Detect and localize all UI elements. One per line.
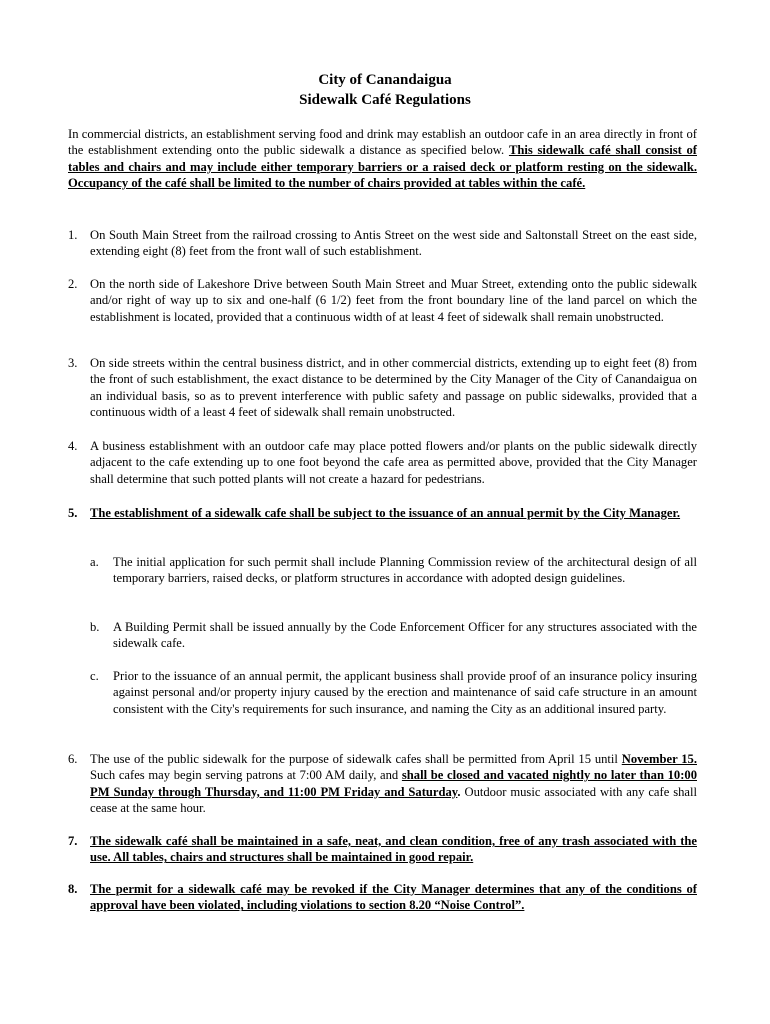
list-number: 3.: [68, 356, 78, 370]
list-text: On the north side of Lakeshore Drive between South Main Street and Muar Street, extending onto the public sidewalk and/or right of way up to six and one-half (6 1/2) feet from the front boundary line of the land parcel on which the establishment is located, provided that a continuous width of at least 4 feet of sidewalk shall remain unobstructed.: [90, 277, 697, 324]
sub-text: The initial application for such permit shall include Planning Commission review of the architectural design of all temporary barriers, raised decks, or platform structures in accordance with adopted design guidelines.: [113, 555, 697, 586]
title-line-1: City of Canandaigua: [318, 72, 452, 88]
list-number: 2.: [68, 277, 78, 291]
list-item-8: [68, 881, 697, 914]
list-item-3: [68, 355, 697, 421]
list-item-7: [68, 833, 697, 866]
list-text: On South Main Street from the railroad crossing to Antis Street on the west side and Saltonstall Street on the east side, extending eight (8) feet from the front wall of such establishment.: [90, 228, 697, 259]
list-number: 6.: [68, 752, 78, 766]
list-item-2: [68, 276, 697, 325]
title-line-2: Sidewalk Café Regulations: [299, 92, 471, 108]
text-run: Outdoor music associated with any cafe shall cease at the same hour.: [90, 784, 697, 816]
list-item-4: [68, 438, 697, 487]
list-number: 5.: [68, 506, 78, 520]
list-text: A business establishment with an outdoor cafe may place potted flowers and/or plants on the public sidewalk directly adjacent to the cafe extending up to one foot beyond the cafe area as permitted above, provided that the City Manager shall determine that such potted plants will not create a hazard for pedestrians.: [90, 439, 697, 486]
list-item-5: [68, 505, 697, 521]
sub-number: c.: [90, 669, 99, 683]
sub-item-b: [88, 619, 697, 652]
list-text: On side streets within the central business district, and in other commercial districts, extending up to eight feet (8) from the front of such establishment, the exact distance to be determined by the City Manager of the City of Canandaigua on an individual basis, so as to prevent interference with public safety and passage on public sidewalks, provided that a continuous width of a least 4 feet of sidewalk shall remain unobstructed.: [90, 356, 697, 420]
list-text: The permit for a sidewalk café may be revoked if the City Manager determines that any of the conditions of approval have been violated, including violations to section 8.20 “Noise Control”.: [90, 882, 697, 913]
period: .: [457, 784, 461, 799]
list-number: 4.: [68, 439, 78, 453]
closing-hours: shall be closed and vacated nightly no later than 10:00 PM Sunday through Thursday, and 11:00 PM Friday and Saturday: [90, 768, 698, 799]
text-run: Such cafes may begin serving patrons at 7:00 AM daily, and: [90, 768, 399, 783]
sub-number: a.: [90, 555, 99, 569]
intro-emphasis: This sidewalk café shall consist of tables and chairs and may include either temporary barriers or a raised deck or platform resting on the sidewalk. Occupancy of the café shall be limited to the number of chairs provided at tables within the café.: [68, 143, 697, 191]
list-text: The sidewalk café shall be maintained in a safe, neat, and clean condition, free of any trash associated with the use. All tables, chairs and structures shall be maintained in good repair.: [90, 834, 697, 865]
end-date: November 15.: [621, 752, 697, 766]
list-text: [90, 751, 697, 817]
intro-paragraph: [68, 126, 697, 192]
list-number: 7.: [68, 834, 78, 848]
sub-item-c: [88, 668, 697, 717]
document-title: [0, 70, 770, 110]
list-number: 8.: [68, 882, 78, 896]
list-item-1: [68, 227, 697, 260]
list-text: The establishment of a sidewalk cafe shall be subject to the issuance of an annual permit by the City Manager.: [90, 506, 681, 520]
list-number: 1.: [68, 228, 78, 242]
sub-text: A Building Permit shall be issued annually by the Code Enforcement Officer for any structures associated with the sidewalk cafe.: [113, 620, 697, 651]
sub-text: Prior to the issuance of an annual permit, the applicant business shall provide proof of an insurance policy insuring against personal and/or property injury caused by the erection and maintenance of said cafe structure in an amount consistent with the City's requirements for such insurance, and naming the City as an additional insured party.: [113, 669, 697, 716]
sub-item-a: [88, 554, 697, 587]
intro-text: In commercial districts, an establishment serving food and drink may establish an outdoor cafe in an area directly in front of the establishment extending onto the public sidewalk a distance as specified below.: [68, 127, 697, 158]
list-item-6: [68, 751, 697, 817]
sub-number: b.: [90, 620, 100, 634]
text-run: The use of the public sidewalk for the purpose of sidewalk cafes shall be permitted from April 15 until: [90, 752, 618, 766]
